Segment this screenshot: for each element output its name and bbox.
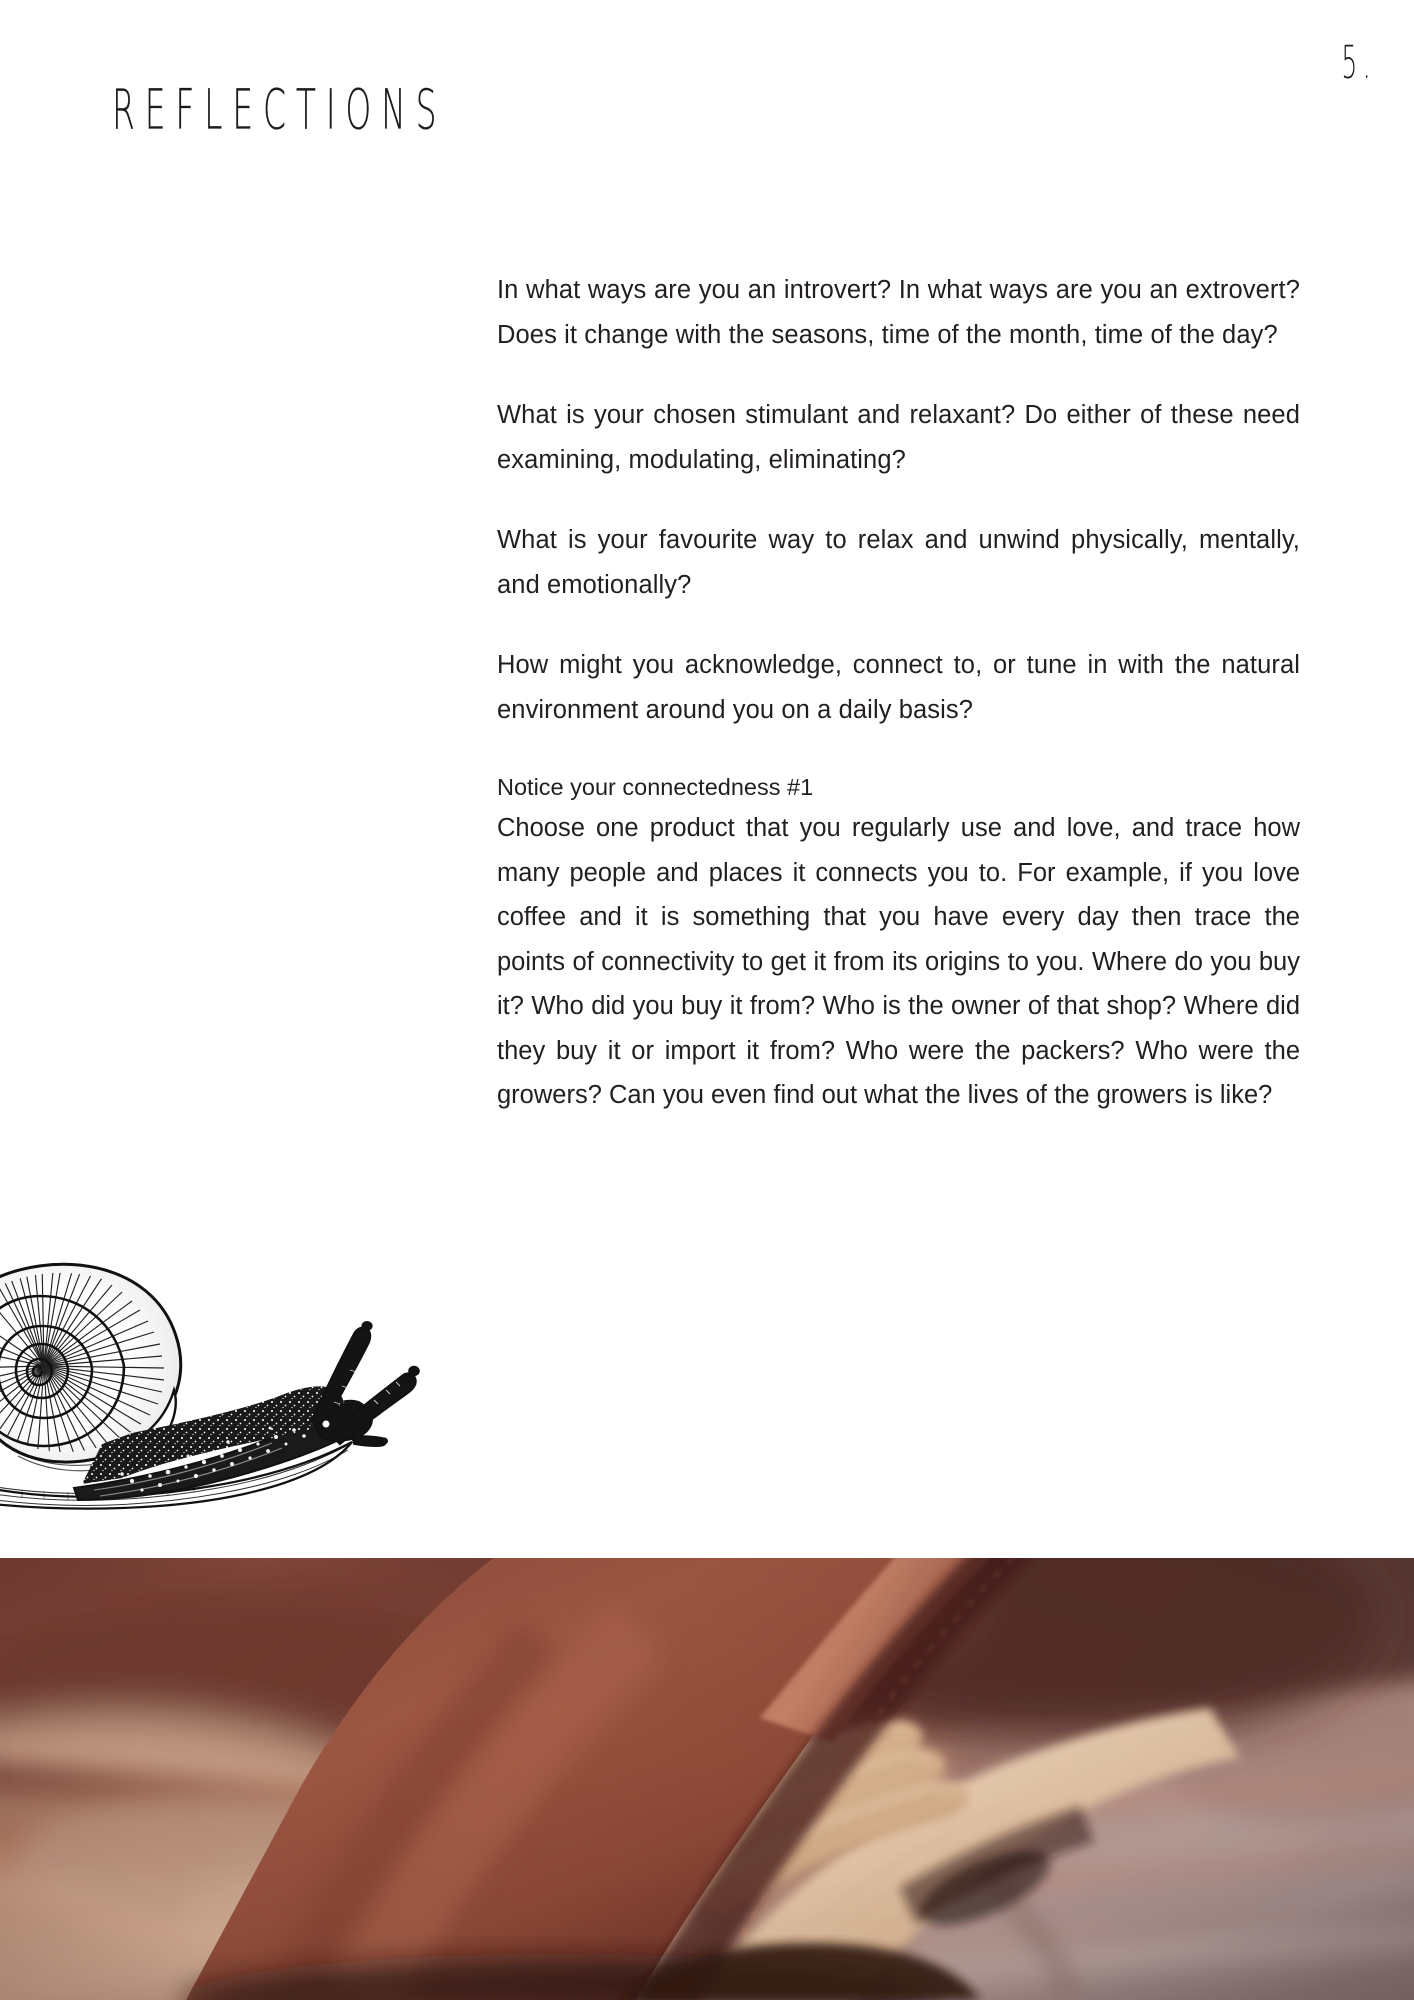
page-header <box>0 0 1414 180</box>
reflections-content <box>497 268 1300 1118</box>
exercise-body: Choose one product that you regularly use and love, and trace how many people and places it connects you to. For example, if you love coffee and it is something that you have every day then trace the points of connectivity to get it from its origins to you. Where do you buy it? Who did you buy it from? Who is the owner of that shop? Where did they buy it or import it from? Who were the packers? Who were the growers? Can you even find out what the lives of the growers is like? <box>497 814 1300 1109</box>
snail-illustration <box>0 1238 442 1523</box>
reflection-prompt-1: In what ways are you an introvert? In what ways are you an extrovert? Does it change with the seasons, time of the month, time of the day? <box>497 276 1300 349</box>
reflection-prompt-2: What is your chosen stimulant and relaxant? Do either of these need examining, modulating, eliminating? <box>497 401 1300 474</box>
page-title: REFLECTIONS <box>112 78 447 143</box>
reflection-prompt-3: What is your favourite way to relax and unwind physically, mentally, and emotionally? <box>497 526 1300 599</box>
exercise-block <box>497 768 1300 1118</box>
snail-shell <box>0 1260 181 1471</box>
snail-tentacles <box>312 1321 420 1446</box>
open-journal-photo <box>0 1558 1414 2000</box>
snail-body <box>72 1378 372 1500</box>
snail-foot <box>0 1442 352 1509</box>
page-number: 5. <box>1341 36 1376 89</box>
exercise-heading: Notice your connectedness #1 <box>497 774 814 800</box>
reflection-prompt-4: How might you acknowledge, connect to, or tune in with the natural environment around you on a daily basis? <box>497 651 1300 724</box>
